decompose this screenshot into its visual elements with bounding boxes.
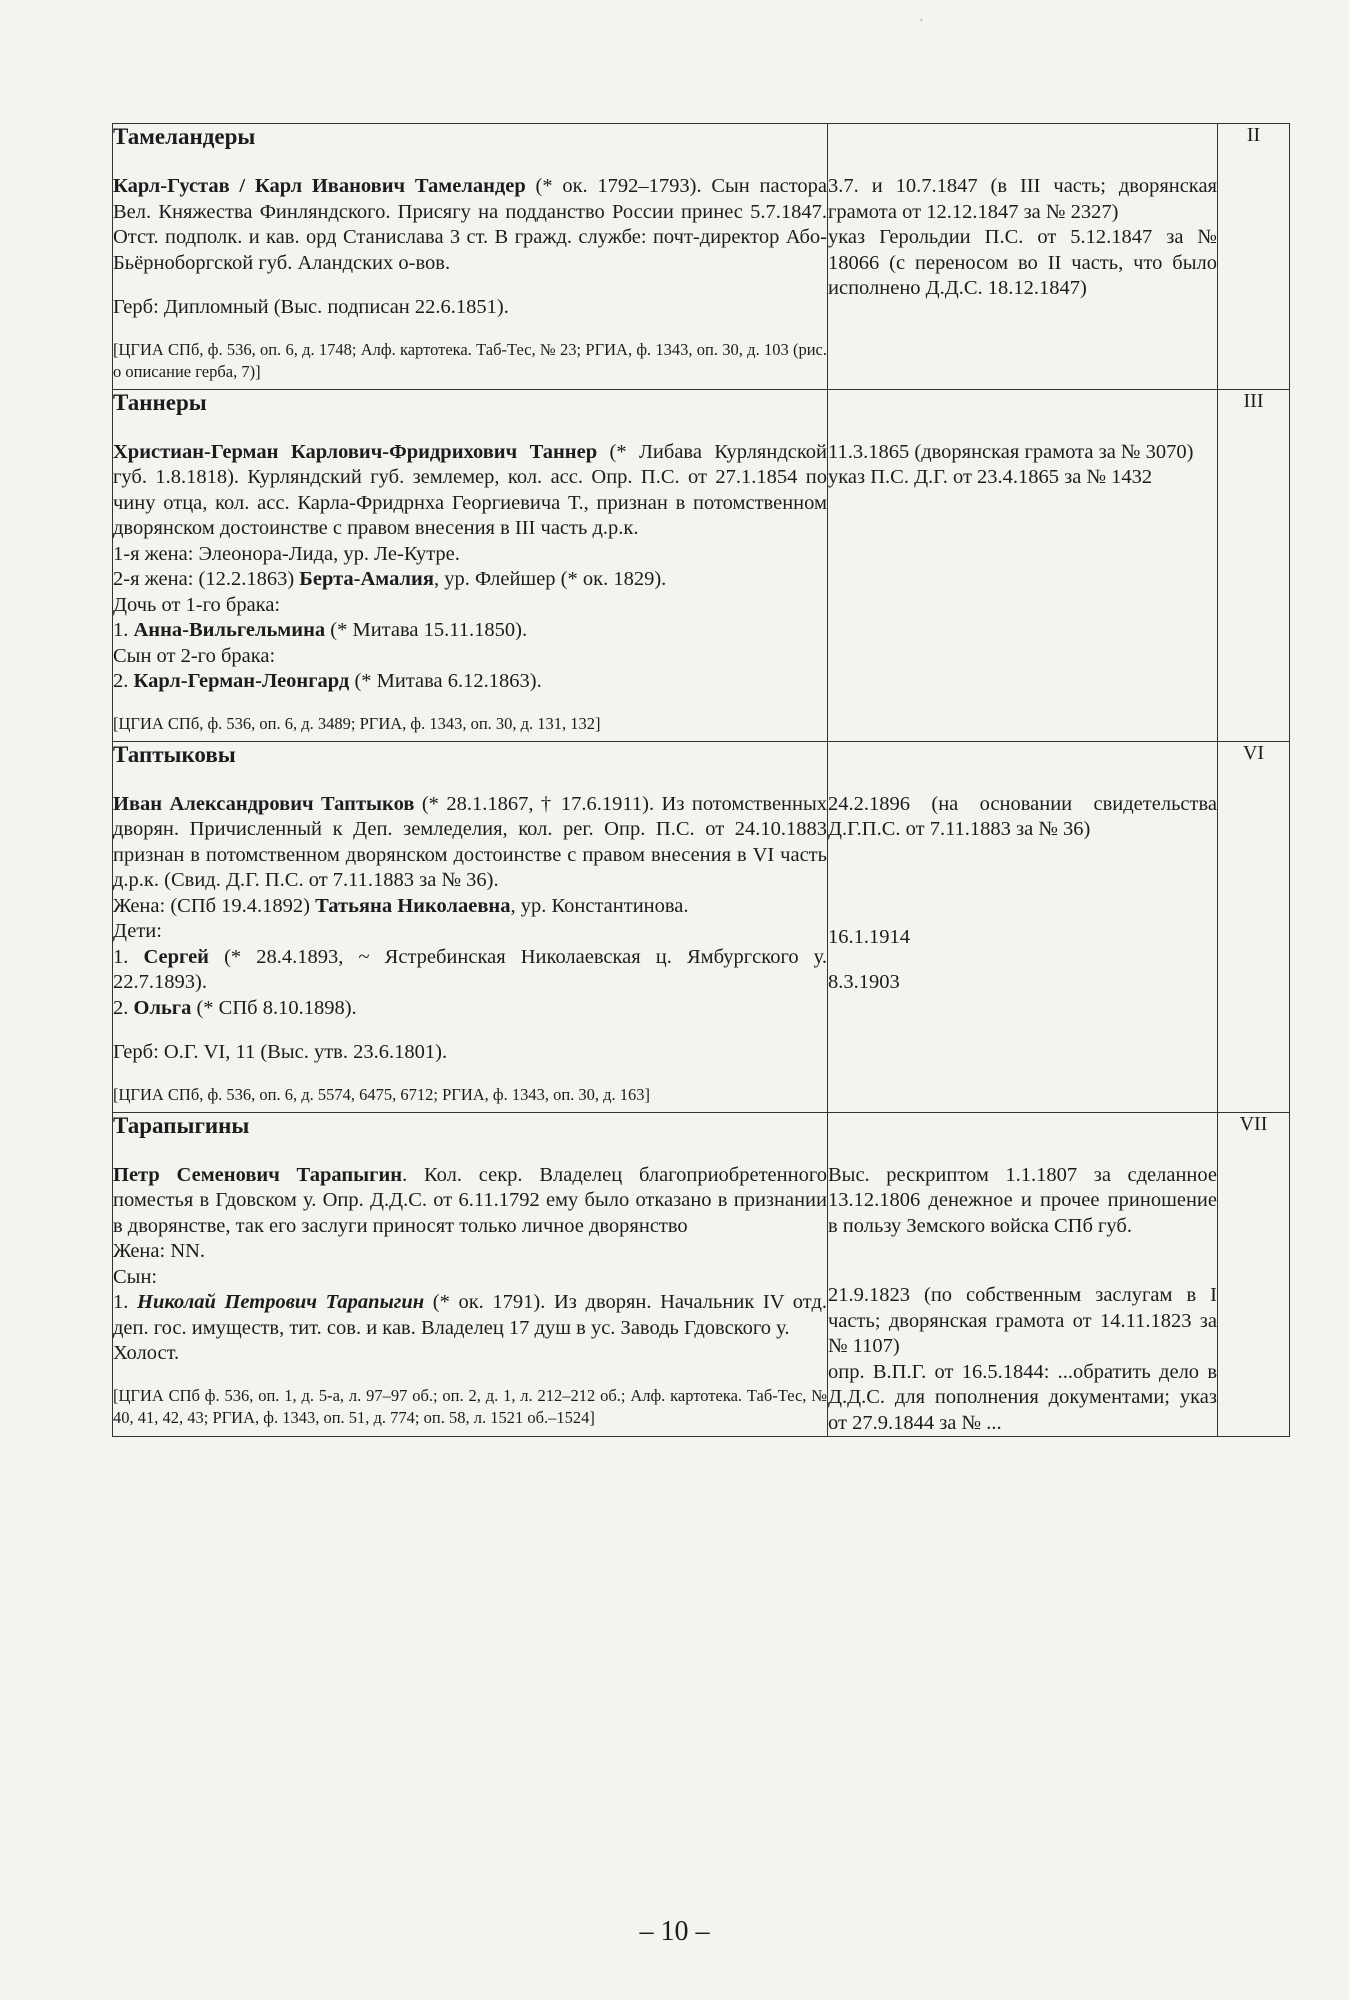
registration-spacer [828, 1239, 1217, 1283]
genealogy-paragraph [113, 792, 827, 894]
archival-source: [ЦГИА СПб, ф. 536, оп. 6, д. 3489; РГИА, ф. 1343, оп. 30, д. 131, 132] [113, 713, 601, 733]
text-run: Дети: [113, 920, 162, 942]
text-run: Герб: Дипломный (Выс. подписан 22.6.1851). [113, 296, 509, 318]
genealogy-text [113, 776, 828, 1113]
registration-paragraph [828, 792, 1217, 843]
registration-dates [828, 158, 1218, 389]
person-name: Ольга [133, 996, 192, 1019]
registration-dates [828, 424, 1218, 742]
text-run: указ П.С. Д.Г. от 23.4.1865 за № 1432 [828, 466, 1153, 488]
person-name: Анна-Вильгельмина [133, 619, 326, 641]
genealogy-text [113, 158, 828, 389]
text-run: 1. [113, 1291, 137, 1313]
family-header-side [828, 124, 1218, 159]
genealogy-paragraph [113, 567, 827, 593]
registration-paragraph [828, 225, 1217, 302]
book-part: II [1218, 124, 1290, 390]
registration-dates [828, 1147, 1218, 1437]
genealogy-paragraph [113, 542, 827, 568]
text-run: , ур. Флейшер (* ок. 1829). [433, 568, 667, 590]
family-header-side [828, 741, 1218, 776]
registry-table [112, 123, 1290, 1437]
text-run: опр. В.П.Г. от 16.5.1844: ...обратить дело в Д.Д.С. для пополнения документами; указ от 27.9.1844 за № ... [828, 1360, 1217, 1434]
genealogy-paragraph [113, 1163, 827, 1240]
top-spacer [113, 158, 827, 174]
text-run: (* Митава 15.11.1850). [325, 619, 528, 641]
genealogy-paragraph [113, 919, 827, 945]
text-run: Жена: (СПб 19.4.1892) [113, 894, 316, 917]
genealogy-paragraph [113, 1265, 827, 1291]
person-name: Петр Семенович Тарапыгин [113, 1163, 403, 1186]
text-run: (* СПб 8.10.1898). [191, 996, 357, 1019]
family-header-side [828, 1112, 1218, 1147]
genealogy-paragraph [113, 295, 827, 321]
top-spacer [828, 1147, 1217, 1163]
top-spacer [113, 776, 827, 792]
text-run: (* Митава 6.12.1863). [349, 670, 542, 692]
source-spacer [113, 695, 827, 713]
genealogy-paragraph [113, 996, 827, 1022]
genealogy-paragraph [113, 644, 827, 670]
text-run: . Кол. секр. Владелец благоприобретенного поместья в Гдовском у. Опр. Д.Д.С. от 6.11.1792 ему было отказано в признании в дворянстве, так его заслуги приносят только личное дворянство [113, 1163, 827, 1237]
person-name: Христиан-Герман Карлович-Фридрихович Таннер [113, 440, 598, 463]
genealogy-paragraph [113, 1239, 827, 1265]
genealogy-text [113, 1147, 828, 1437]
registration-spacer [828, 950, 1217, 970]
registration-paragraph [828, 1360, 1217, 1437]
text-run: 16.1.1914 [828, 925, 910, 948]
top-spacer [828, 158, 1217, 174]
text-run: (* 28.4.1893, ~ Ястребинская Николаевская ц. Ямбургского у. 22.7.1893). [113, 945, 828, 993]
text-run: Герб: О.Г. VI, 11 (Выс. утв. 23.6.1801). [113, 1041, 448, 1063]
text-run: указ Герольдии П.С. от 5.12.1847 за № 18066 (с переносом во II часть, что было исполнено Д.Д.С. 18.12.1847) [828, 226, 1217, 299]
person-name: Татьяна Николаевна [315, 894, 511, 917]
text-run: 24.2.1896 (на основании свидетельства Д.Г.П.С. от 7.11.1883 за № 36) [828, 792, 1217, 840]
registration-paragraph [828, 174, 1217, 225]
registration-spacer [828, 843, 1217, 925]
family-header-row [113, 741, 1290, 776]
person-name: Берта-Амалия [299, 568, 434, 590]
family-name: Тамеландеры [113, 124, 828, 159]
genealogy-paragraph [113, 1341, 827, 1367]
text-run: Сын: [113, 1265, 158, 1288]
top-spacer [113, 424, 827, 440]
genealogy-paragraph [113, 440, 827, 542]
family-content-row [113, 1147, 1290, 1437]
archival-source: [ЦГИА СПб ф. 536, оп. 1, д. 5-а, л. 97–97 об.; оп. 2, д. 1, л. 212–212 об.; Алф. картотека. Таб-Тес, № 40, 41, 42, 43; РГИА, ф. 1343, оп. 51, д. 774; оп. 58, л. 1521 об.–1524] [113, 1385, 827, 1427]
genealogy-paragraph [113, 1040, 827, 1066]
registration-paragraph [828, 970, 1217, 996]
text-run: 3.7. и 10.7.1847 (в III часть; дворянская грамота от 12.12.1847 за № 2327) [828, 175, 1217, 223]
genealogy-gap [113, 1021, 827, 1040]
person-name: Николай Петрович Тарапыгин [137, 1291, 425, 1313]
family-header-side [828, 389, 1218, 424]
archival-source: [ЦГИА СПб, ф. 536, оп. 6, д. 1748; Алф. картотека. Таб-Тес, № 23; РГИА, ф. 1343, оп. 30, д. 103 (рис. о описание герба, 7)] [113, 339, 827, 381]
text-run: 1-я жена: Элеонора-Лида, ур. Ле-Кутре. [113, 542, 460, 565]
family-name: Таптыковы [113, 741, 828, 776]
person-name: Карл-Герман-Леонгард [133, 670, 350, 692]
family-name: Тарапыгины [113, 1112, 828, 1147]
book-part: III [1218, 389, 1290, 741]
top-spacer [828, 424, 1217, 440]
family-content-row [113, 424, 1290, 742]
text-run: (* Либава Курляндской губ. 1.8.1818). Курляндский губ. землемер, кол. асс. Опр. П.С. от 27.1.1854 по чину отца, кол. асс. Карла-Фридрнха Георгиевича Т., признан в потомственном дворянском достоинстве с правом внесения в III часть д.р.к. [113, 440, 827, 539]
family-header-row [113, 124, 1290, 159]
text-run: 2. [113, 670, 134, 692]
source-spacer [113, 1066, 827, 1084]
text-run: Дочь от 1-го брака: [113, 593, 281, 616]
family-content-row [113, 158, 1290, 389]
page-number: – 10 – [639, 1916, 710, 1947]
registration-paragraph [828, 925, 1217, 951]
person-name: Карл-Густав / Карл Иванович Тамеландер [113, 175, 526, 197]
registration-paragraph [828, 1163, 1217, 1240]
text-run: Выс. рескриптом 1.1.1807 за сделанное 13.12.1806 денежное и прочее приношение в пользу Земского войска СПб губ. [828, 1163, 1217, 1237]
registration-paragraph [828, 1283, 1217, 1360]
family-name: Таннеры [113, 389, 828, 424]
family-content-row [113, 776, 1290, 1113]
genealogy-paragraph [113, 669, 827, 695]
book-part: VII [1218, 1112, 1290, 1437]
text-run: (* ок. 1791). Из дворян. Начальник IV отд. деп. гос. имуществ, тит. сов. и кав. Владелец 17 душ в ус. Заводь Гдовского у. [113, 1291, 827, 1339]
text-run: 2. [113, 996, 134, 1019]
text-run: Жена: NN. [113, 1240, 206, 1262]
family-header-row [113, 389, 1290, 424]
top-spacer [113, 1147, 827, 1163]
genealogy-paragraph [113, 174, 827, 276]
source-spacer [113, 321, 827, 339]
genealogy-paragraph [113, 945, 827, 996]
genealogy-paragraph [113, 618, 827, 644]
text-run: 2-я жена: (12.2.1863) [113, 568, 300, 590]
top-spacer [828, 776, 1217, 792]
person-name: Сергей [143, 945, 209, 968]
text-run: 11.3.1865 (дворянская грамота за № 3070) [828, 440, 1194, 463]
registration-dates [828, 776, 1218, 1113]
scan-speck: · [919, 14, 924, 29]
text-run: 1. [113, 945, 144, 968]
archival-source: [ЦГИА СПб, ф. 536, оп. 6, д. 5574, 6475, 6712; РГИА, ф. 1343, оп. 30, д. 163] [113, 1084, 651, 1104]
family-header-row [113, 1112, 1290, 1147]
book-part: VI [1218, 741, 1290, 1112]
source-spacer [113, 1367, 827, 1385]
text-run: , ур. Константинова. [510, 894, 689, 917]
text-run: 1. [113, 619, 134, 641]
text-run: Холост. [113, 1342, 180, 1364]
person-name: Иван Александрович Таптыков [113, 792, 415, 815]
genealogy-gap [113, 276, 827, 295]
genealogy-paragraph [113, 593, 827, 619]
genealogy-paragraph [113, 1290, 827, 1341]
text-run: 8.3.1903 [828, 971, 900, 993]
genealogy-paragraph [113, 894, 827, 920]
registration-paragraph [828, 465, 1217, 491]
text-run: Сын от 2-го брака: [113, 644, 276, 667]
registration-paragraph [828, 440, 1217, 466]
text-run: (* 28.1.1867, † 17.6.1911). Из потомственных дворян. Причисленный к Деп. земледелия, кол. рег. Опр. П.С. от 24.10.1883 признан в потомственном дворянском достоинстве с правом внесения в VI часть д.р.к. (Свид. Д.Г. П.С. от 7.11.1883 за № 36). [113, 792, 828, 891]
text-run: 21.9.1823 (по собственным заслугам в I часть; дворянская грамота от 14.11.1823 за № 1107) [828, 1284, 1217, 1357]
text-run: (* ок. 1792–1793). Сын пастора Вел. Княжества Финляндского. Присягу на подданство России принес 5.7.1847. Отст. подполк. и кав. орд Станислава 3 ст. В гражд. службе: почт-директор Або-Бьёрноборгской губ. Аландских о-вов. [113, 175, 827, 274]
genealogy-text [113, 424, 828, 742]
